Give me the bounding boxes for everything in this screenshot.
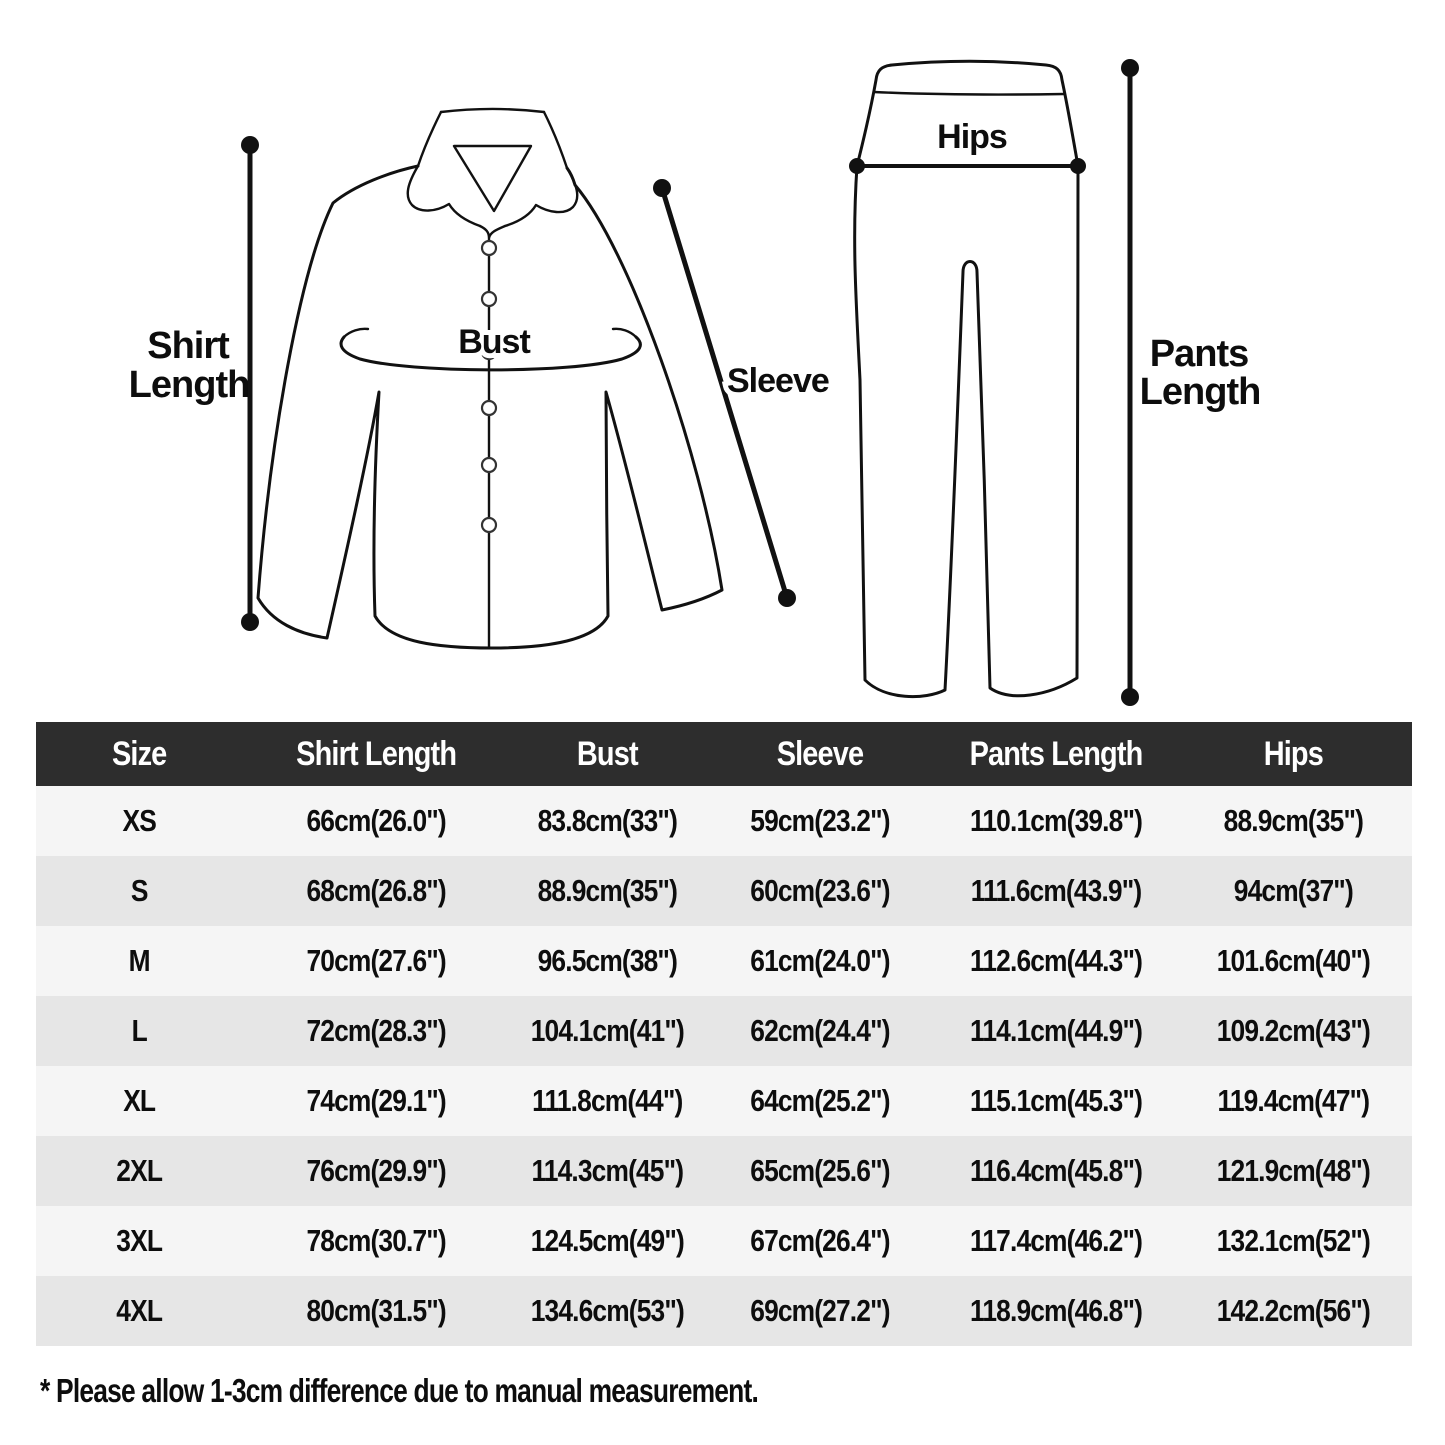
table-cell: 2XL [116,1153,163,1188]
table-cell: 142.2cm(56") [1217,1293,1371,1328]
table-header [36,722,1412,786]
table-cell: 60cm(23.6") [750,873,890,908]
table-cell: 121.9cm(48") [1217,1153,1371,1188]
col-header-bust: Bust [576,734,638,773]
pants-drawing [849,59,1260,706]
table-cell: 117.4cm(46.2") [970,1223,1143,1258]
measurement-note: * Please allow 1-3cm difference due to manual measurement. [40,1372,759,1409]
table-cell: 134.6cm(53") [530,1293,684,1328]
table-cell: 76cm(29.9") [306,1153,447,1188]
size-table [36,722,1412,1346]
table-cell: 110.1cm(39.8") [970,803,1143,838]
table-cell: 4XL [116,1293,163,1328]
table-cell: 124.5cm(49") [530,1223,684,1258]
table-cell: 83.8cm(33") [537,803,677,838]
table-cell: 119.4cm(47") [1217,1083,1370,1118]
col-header-size: Size [111,734,167,773]
svg-text:Length: Length [128,364,250,406]
table-cell: 59cm(23.2") [750,803,890,838]
table-cell: XL [123,1083,156,1118]
table-cell: 74cm(29.1") [306,1083,447,1118]
table-cell: S [130,873,148,908]
table-cell: 78cm(30.7") [306,1223,447,1258]
table-cell: 69cm(27.2") [750,1293,890,1328]
svg-text:Length: Length [1139,371,1261,413]
table-cell: 96.5cm(38") [537,943,677,978]
table-cell: 62cm(24.4") [750,1013,890,1048]
table-cell: 70cm(27.6") [306,943,447,978]
sleeve-label: Sleeve [727,362,829,400]
table-row-m [36,926,1412,996]
table-cell: 65cm(25.6") [750,1153,890,1188]
col-header-sleeve: Sleeve [777,734,864,773]
table-cell: L [131,1013,147,1048]
table-cell: 61cm(24.0") [750,943,890,978]
table-cell: 111.6cm(43.9") [970,873,1142,908]
table-row-3xl [36,1206,1412,1276]
measurement-diagram [0,0,1445,712]
table-row-l [36,996,1412,1066]
col-header-shirt-length: Shirt Length [296,734,457,773]
hips-measure [849,158,1086,174]
table-cell: M [128,943,150,978]
col-header-hips: Hips [1263,734,1324,773]
table-cell: 64cm(25.2") [750,1083,890,1118]
pants-length-label [1140,333,1261,413]
shirt-drawing [129,109,829,648]
shirt-length-label [129,325,250,406]
svg-text:Pants: Pants [1149,333,1249,375]
table-cell: 72cm(28.3") [306,1013,447,1048]
pants-outline [855,166,1078,697]
table-cell: XS [122,803,156,838]
shirt-collar-top [441,109,544,112]
pants-length-measure [1121,59,1139,706]
col-header-pants-length: Pants Length [969,734,1143,773]
table-cell: 3XL [116,1223,163,1258]
table-cell: 94cm(37") [1234,873,1354,908]
table-cell: 104.1cm(41") [530,1013,684,1048]
table-cell: 101.6cm(40") [1217,943,1371,978]
pants-waistband-seam [874,92,1064,95]
table-cell: 118.9cm(46.8") [970,1293,1143,1328]
table-row-xl [36,1066,1412,1136]
table-cell: 116.4cm(45.8") [970,1153,1143,1188]
svg-text:Shirt: Shirt [147,325,229,367]
table-cell: 111.8cm(44") [531,1083,683,1118]
table-cell: 66cm(26.0") [306,803,447,838]
table-cell: 80cm(31.5") [306,1293,447,1328]
table-cell: 109.2cm(43") [1217,1013,1371,1048]
shirt-collar-vee [454,146,531,211]
table-row-xs [36,786,1412,856]
table-cell: 132.1cm(52") [1217,1223,1371,1258]
table-row-s [36,856,1412,926]
table-cell: 68cm(26.8") [306,873,447,908]
table-cell: 67cm(26.4") [750,1223,890,1258]
table-cell: 112.6cm(44.3") [970,943,1143,978]
table-cell: 114.3cm(45") [531,1153,683,1188]
table-cell: 88.9cm(35") [537,873,677,908]
bust-label: Bust [458,323,530,361]
table-cell: 115.1cm(45.3") [970,1083,1143,1118]
table-cell: 114.1cm(44.9") [970,1013,1143,1048]
table-cell: 88.9cm(35") [1223,803,1364,838]
table-row-2xl [36,1136,1412,1206]
shirt-placket [480,226,505,648]
table-row-4xl [36,1276,1412,1346]
hips-label: Hips [937,118,1007,156]
